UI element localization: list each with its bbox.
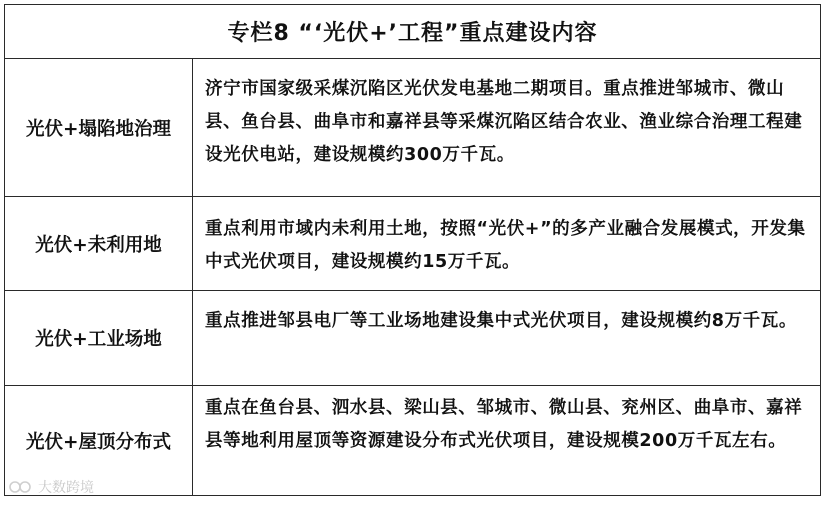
watermark-text: 大数跨境: [38, 480, 94, 496]
watermark-logo-icon: [8, 479, 34, 495]
row-content: 重点推进邹县电厂等工业场地建设集中式光伏项目，建设规模约8万千瓦。: [205, 311, 797, 331]
table-row: [5, 386, 820, 496]
table-row: [5, 197, 820, 291]
table-row: [5, 291, 820, 386]
row-content: 济宁市国家级采煤沉陷区光伏发电基地二期项目。重点推进邹城市、微山县、鱼台县、曲阜市和嘉祥县等采煤沉陷区结合农业、渔业综合治理工程建设光伏电站，建设规模约300万千瓦。: [205, 79, 803, 165]
watermark: [8, 477, 94, 497]
row-content: 重点利用市域内未利用土地，按照“光伏+”的多产业融合发展模式，开发集中式光伏项目，建设规模约15万千瓦。: [205, 219, 806, 272]
row-category: 光伏+未利用地: [5, 197, 193, 290]
row-category: 光伏+工业场地: [5, 291, 193, 385]
row-category: 光伏+塌陷地治理: [5, 59, 193, 196]
row-content: 重点在鱼台县、泗水县、梁山县、邹城市、微山县、兖州区、曲阜市、嘉祥县等地利用屋顶等资源建设分布式光伏项目，建设规模200万千瓦左右。: [205, 398, 803, 451]
table-row: [5, 59, 820, 197]
table-title: 专栏8 “‘光伏+’工程”重点建设内容: [5, 5, 820, 59]
key-construction-table: [4, 4, 821, 496]
row-category: 光伏+屋顶分布式: [5, 386, 193, 496]
